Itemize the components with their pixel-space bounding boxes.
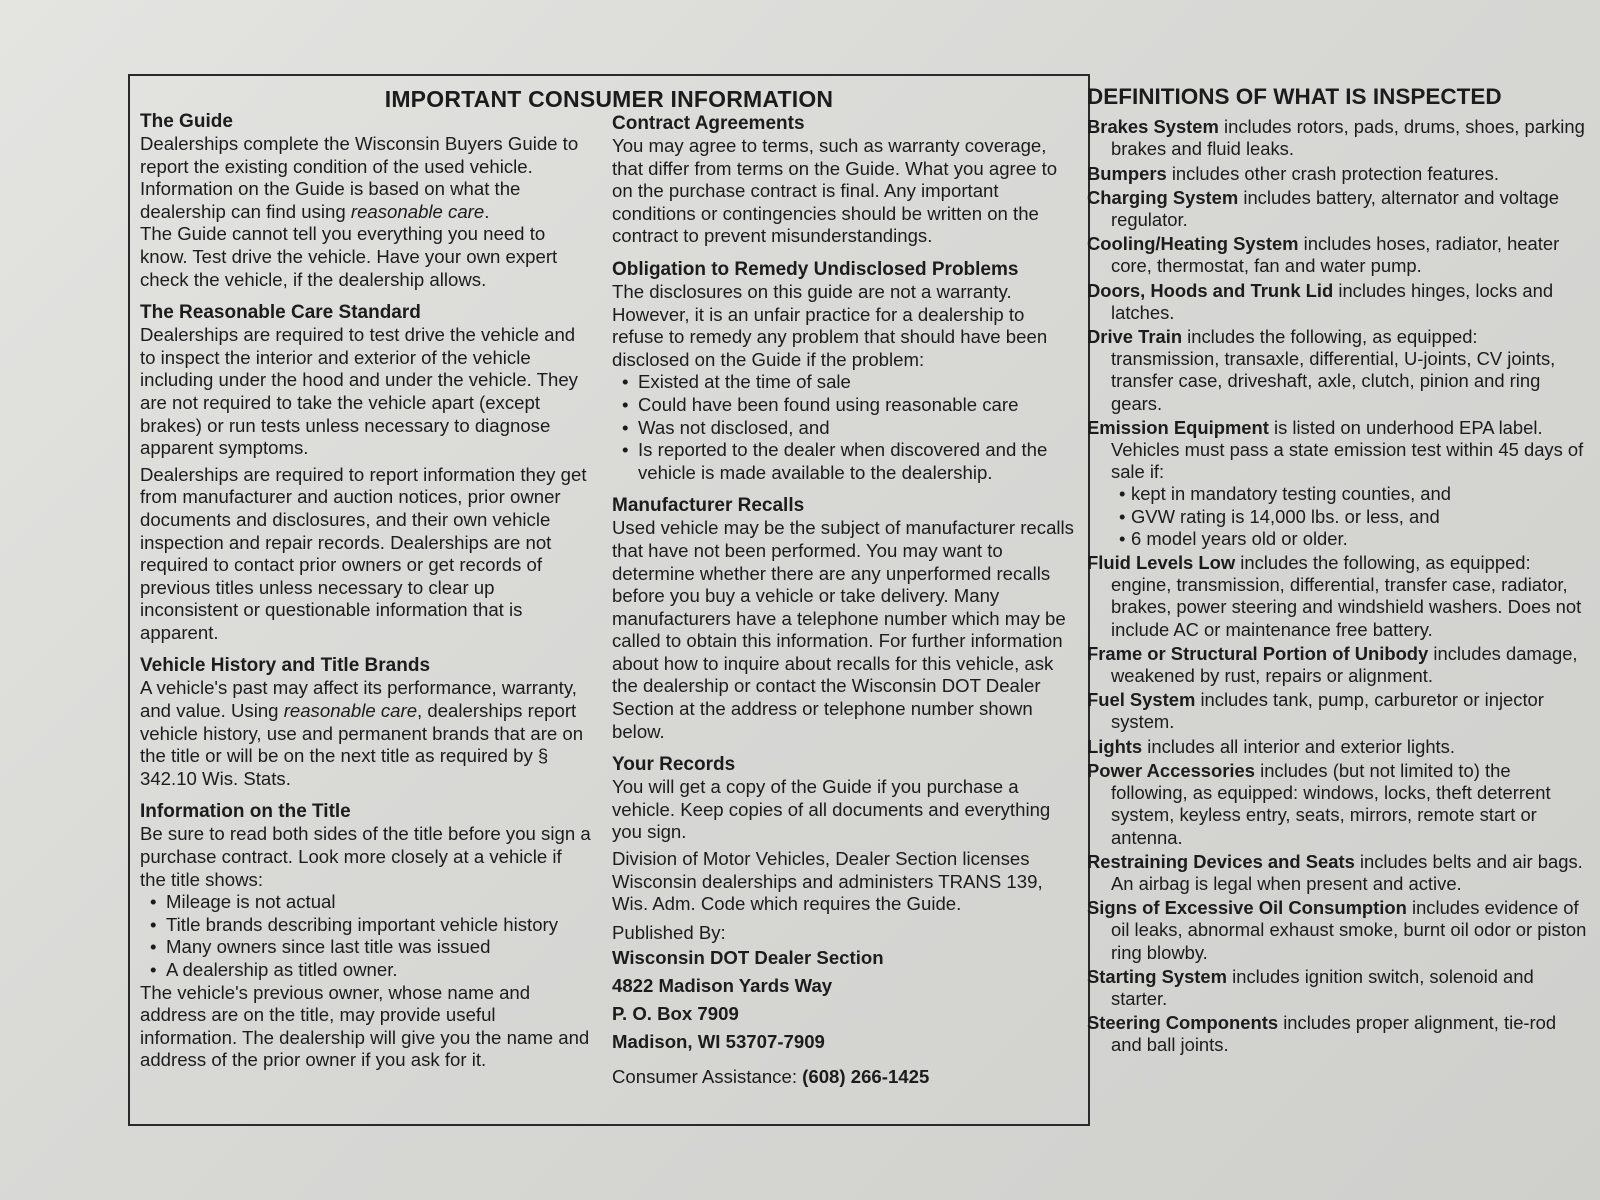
- consumer-assistance: Consumer Assistance: (608) 266-1425: [612, 1066, 930, 1088]
- reasonable-care-paragraph-2: Dealerships are required to report information they get from manufacturer and auction notices, prior owner documents and disclosures, and their own vehicle inspection and repair records. Dealerships are not required to contact prior owners or get records of previous titles unless necessary to clear up inconsistent or questionable information that is apparent.: [140, 463, 587, 643]
- recalls-heading: Manufacturer Recalls: [612, 495, 805, 517]
- records-paragraph: You will get a copy of the Guide if you purchase a vehicle. Keep copies of all documents and everything you sign.: [612, 776, 1051, 843]
- definition-item: Brakes System includes rotors, pads, drums, shoes, parking brakes and fluid leaks.: [1087, 116, 1585, 160]
- title-info-list: [140, 891, 592, 981]
- consumer-info-title: IMPORTANT CONSUMER INFORMATION: [384, 86, 834, 112]
- list-item: • kept in mandatory testing counties, and: [1119, 483, 1587, 505]
- right-column: [612, 112, 1074, 1089]
- recalls-paragraph: Used vehicle may be the subject of manufacturer recalls that have not been performed. You may want to determine whether there are any unperformed recalls before you buy a vehicle or take delivery. Many manufacturers have a telephone number which may be called to obtain this information. For further information about how to inquire about recalls for this vehicle, ask the dealership or contact the Wisconsin DOT Dealer Section at the address or telephone number shown below.: [612, 517, 1074, 742]
- definition-item: Restraining Devices and Seats includes belts and air bags. An airbag is legal when present and active.: [1087, 850, 1583, 894]
- history-heading: Vehicle History and Title Brands: [140, 655, 431, 677]
- left-column: [140, 110, 592, 1072]
- definition-item: Starting System includes ignition switch, solenoid and starter.: [1087, 965, 1534, 1009]
- list-item: • Is reported to the dealer when discovered and the vehicle is made available to the dealership.: [622, 439, 1074, 484]
- publisher-street: 4822 Madison Yards Way: [612, 975, 833, 997]
- list-item: • Many owners since last title was issued: [150, 936, 592, 959]
- definition-item: Fluid Levels Low includes the following, as equipped: engine, transmission, differential, transfer case, radiator, brakes, power steering and windshield washers. Does not include AC or maintenance free battery.: [1087, 552, 1582, 640]
- definition-item: Lights includes all interior and exterior lights.: [1087, 735, 1455, 757]
- list-item: • Could have been found using reasonable care: [622, 394, 1074, 417]
- guide-heading: The Guide: [140, 111, 233, 132]
- definition-item: Emission Equipment is listed on underhood EPA label. Vehicles must pass a state emission test within 45 days of sale if: • kept in mandatory testing counties, and • GVW rating is 14,000 lbs. or less, and • 6 model years old or older.: [1087, 417, 1587, 550]
- publisher-city: Madison, WI 53707-7909: [612, 1031, 825, 1053]
- definition-item: Drive Train includes the following, as equipped: transmission, transaxle, differential, U-joints, CV joints, transfer case, driveshaft, axle, clutch, pinion and ring gears.: [1087, 326, 1556, 414]
- definition-item: Doors, Hoods and Trunk Lid includes hinges, locks and latches.: [1087, 279, 1554, 323]
- obligation-paragraph: The disclosures on this guide are not a warranty. However, it is an unfair practice for a dealership to refuse to remedy any problem that should have been disclosed on the Guide if the problem:: [612, 280, 1048, 370]
- definition-item: Fuel System includes tank, pump, carburetor or injector system.: [1087, 689, 1544, 733]
- list-item: • A dealership as titled owner.: [150, 959, 592, 982]
- phone-number: (608) 266-1425: [802, 1066, 930, 1088]
- published-by-label: Published By:: [612, 921, 726, 943]
- obligation-list: [612, 371, 1074, 484]
- definition-item: Power Accessories includes (but not limited to) the following, as equipped: windows, locks, theft deterrent system, keyless entry, seats, mirrors, remote start or antenna.: [1087, 759, 1551, 848]
- definitions-title: DEFINITIONS OF WHAT IS INSPECTED: [1087, 84, 1502, 109]
- publisher-pobox: P. O. Box 7909: [612, 1003, 739, 1025]
- reasonable-care-heading: The Reasonable Care Standard: [140, 302, 421, 324]
- list-item: • Existed at the time of sale: [622, 371, 1074, 394]
- records-paragraph-2: Division of Motor Vehicles, Dealer Section licenses Wisconsin dealerships and administers TRANS 139, Wis. Adm. Code which requires the Guide.: [612, 848, 1043, 915]
- list-item: • 6 model years old or older.: [1119, 528, 1587, 550]
- definition-item: Bumpers includes other crash protection features.: [1087, 162, 1499, 184]
- consumer-info-box: [128, 74, 1090, 1126]
- obligation-heading: Obligation to Remedy Undisclosed Problems: [612, 258, 1019, 280]
- guide-paragraph-2: The Guide cannot tell you everything you need to know. Test drive the vehicle. Have your own expert check the vehicle, if the dealership allows.: [140, 223, 558, 290]
- reasonable-care-paragraph: Dealerships are required to test drive the vehicle and to inspect the interior and exterior of the vehicle including under the hood and under the vehicle. They are not required to take the vehicle apart (except brakes) or run tests unless necessary to diagnose apparent symptoms.: [140, 324, 578, 459]
- guide-paragraph: Dealerships complete the Wisconsin Buyers Guide to report the existing condition of the used vehicle. Information on the Guide is based on what the dealership can find using reasonable care.: [140, 133, 579, 222]
- title-info-heading: Information on the Title: [140, 801, 351, 823]
- definition-item: Cooling/Heating System includes hoses, radiator, heater core, thermostat, fan and water pump.: [1087, 233, 1560, 277]
- list-item: • Was not disclosed, and: [622, 417, 1074, 440]
- title-info-paragraph: Be sure to read both sides of the title before you sign a purchase contract. Look more closely at a vehicle if the title shows:: [140, 823, 591, 890]
- emission-list: [1111, 483, 1587, 550]
- list-item: • GVW rating is 14,000 lbs. or less, and: [1119, 506, 1587, 528]
- definition-item: Charging System includes battery, alternator and voltage regulator.: [1087, 186, 1559, 231]
- definition-item: Signs of Excessive Oil Consumption includes evidence of oil leaks, abnormal exhaust smoke, burnt oil odor or piston ring blowby.: [1087, 897, 1587, 963]
- history-paragraph: A vehicle's past may affect its performance, warranty, and value. Using reasonable care, dealerships report vehicle history, use and permanent brands that are on the title or will be on the next title as required by § 342.10 Wis. Stats.: [140, 677, 584, 789]
- contract-heading: Contract Agreements: [612, 113, 805, 134]
- title-info-paragraph-2: The vehicle's previous owner, whose name and address are on the title, may provide useful information. The dealership will give you the name and address of the prior owner if you ask for it.: [140, 981, 590, 1071]
- contract-paragraph: You may agree to terms, such as warranty coverage, that differ from terms on the Guide. What you agree to on the purchase contract is final. Any important conditions or contingencies should be written on the contract to prevent misunderstandings.: [612, 135, 1058, 247]
- definitions-panel: [1087, 86, 1587, 1059]
- list-item: • Title brands describing important vehicle history: [150, 914, 592, 937]
- publisher-name: Wisconsin DOT Dealer Section: [612, 947, 884, 969]
- records-heading: Your Records: [612, 754, 736, 776]
- definition-item: Steering Components includes proper alignment, tie-rod and ball joints.: [1087, 1012, 1557, 1056]
- list-item: • Mileage is not actual: [150, 891, 592, 914]
- definition-item: Frame or Structural Portion of Unibody includes damage, weakened by rust, repairs or alignment.: [1087, 642, 1578, 687]
